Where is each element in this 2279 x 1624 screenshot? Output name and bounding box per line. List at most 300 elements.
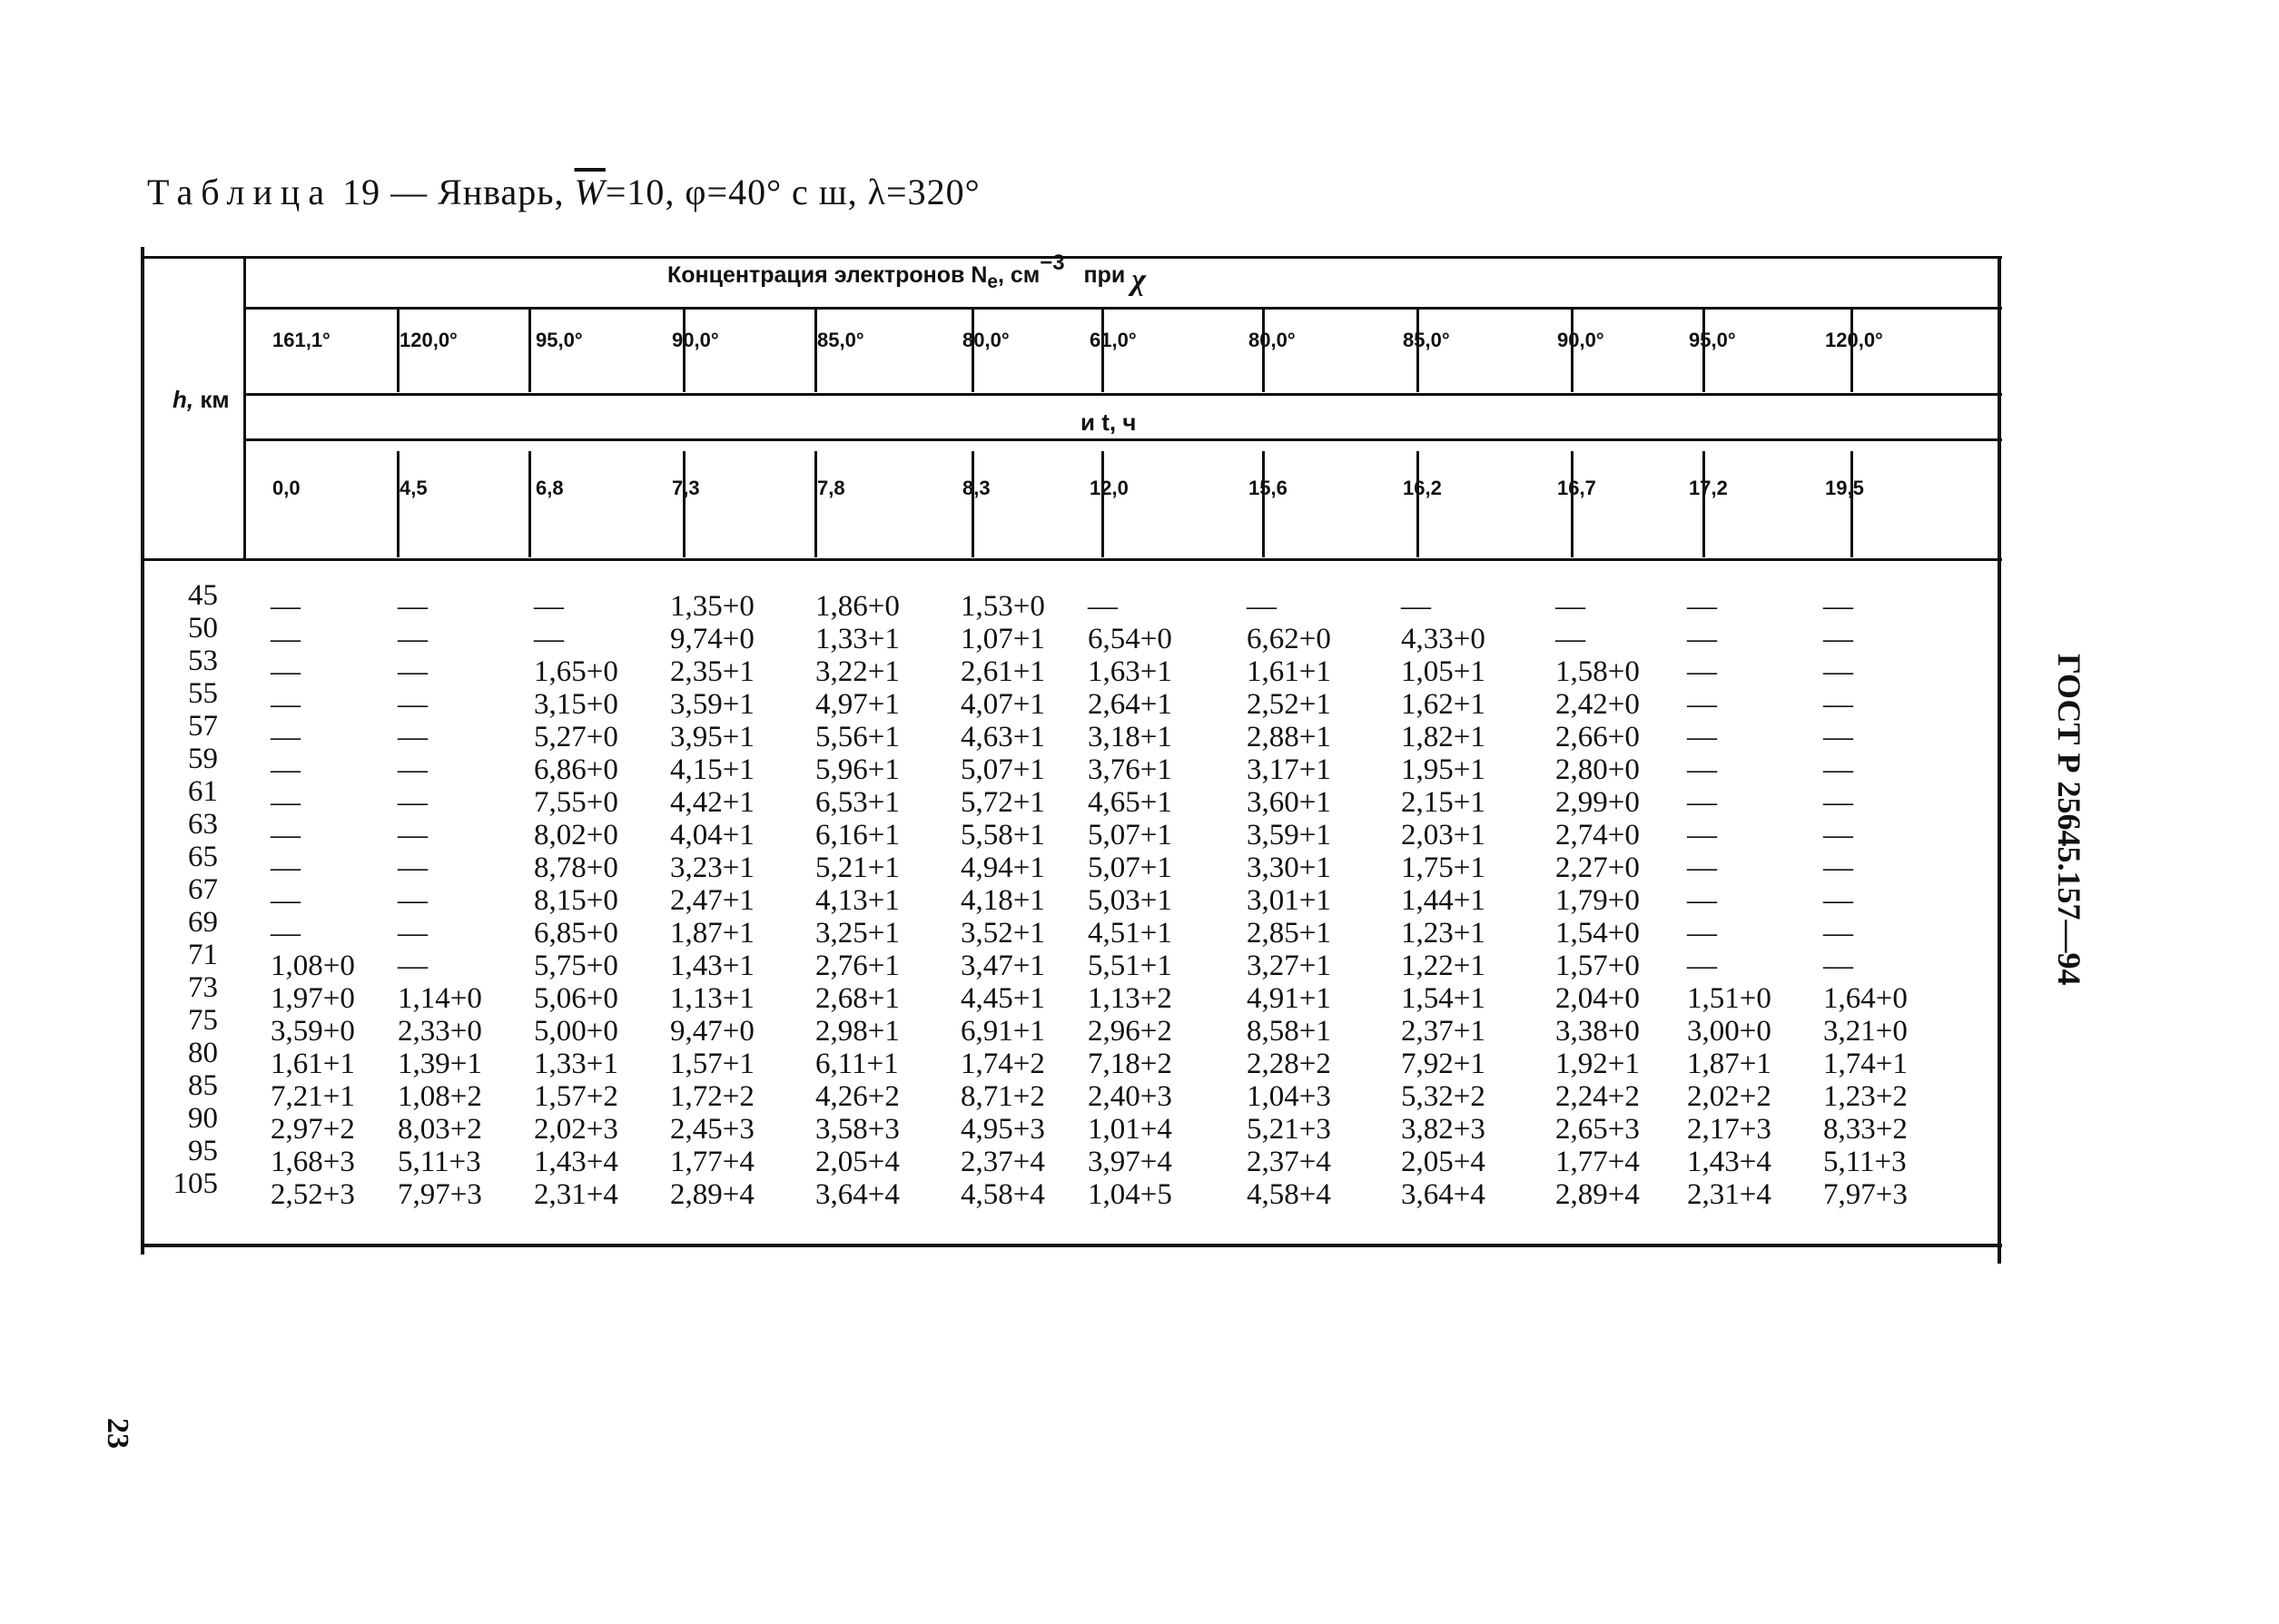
height-value: 67 <box>188 873 218 906</box>
height-value: 59 <box>188 743 218 775</box>
table-cell: — <box>398 721 428 753</box>
table-cell: 6,91+1 <box>961 1015 1045 1048</box>
table-cell: — <box>1088 590 1118 623</box>
table-cell: — <box>1687 917 1717 950</box>
table-cell: 3,27+1 <box>1247 950 1331 982</box>
time-value: 6,8 <box>536 477 564 499</box>
table-cell: 3,01+1 <box>1247 884 1331 917</box>
table-cell: 2,35+1 <box>670 655 755 688</box>
table-cell: 2,89+4 <box>670 1178 755 1211</box>
height-value: 53 <box>188 645 218 677</box>
table-cell: 5,58+1 <box>961 819 1045 851</box>
table-cell: — <box>1687 623 1717 655</box>
table-cell: 6,53+1 <box>815 786 900 819</box>
table-right-border <box>1998 256 2001 1264</box>
table-cell: — <box>271 884 301 917</box>
data-column <box>1555 590 1640 1211</box>
table-cell: 1,04+5 <box>1088 1178 1172 1211</box>
header-divider-3 <box>245 438 2002 441</box>
table-cell: — <box>1823 688 1853 721</box>
table-cell: — <box>1823 753 1853 786</box>
table-cell: 9,74+0 <box>670 623 755 655</box>
table-cell: 2,15+1 <box>1401 786 1485 819</box>
h-column-divider <box>243 256 246 560</box>
table-cell: 2,76+1 <box>815 950 900 982</box>
table-cell: 2,02+3 <box>534 1113 618 1146</box>
table-cell: 3,97+4 <box>1088 1146 1172 1178</box>
time-value: 16,7 <box>1557 477 1596 499</box>
data-column <box>1247 590 1331 1211</box>
table-cell: 3,23+1 <box>670 851 755 884</box>
data-column <box>1823 590 1908 1211</box>
table-cell: 5,51+1 <box>1088 950 1172 982</box>
table-cell: 4,97+1 <box>815 688 900 721</box>
table-cell: 7,92+1 <box>1401 1048 1485 1080</box>
table-cell: — <box>1823 655 1853 688</box>
table-cell: 2,05+4 <box>815 1146 900 1178</box>
table-cell: — <box>271 753 301 786</box>
table-cell: 3,15+0 <box>534 688 618 721</box>
table-cell: 2,52+3 <box>271 1178 355 1211</box>
height-value: 71 <box>188 939 218 971</box>
height-value: 80 <box>188 1037 218 1069</box>
table-cell: — <box>534 590 564 623</box>
table-cell: — <box>1687 851 1717 884</box>
table-cell: — <box>1687 819 1717 851</box>
table-cell: 1,43+1 <box>670 950 755 982</box>
table-cell: 2,66+0 <box>1555 721 1640 753</box>
table-cell: 3,82+3 <box>1401 1113 1485 1146</box>
table-cell: — <box>398 819 428 851</box>
table-cell: 2,42+0 <box>1555 688 1640 721</box>
table-cell: 1,65+0 <box>534 655 618 688</box>
table-cell: — <box>1401 590 1431 623</box>
table-cell: 5,06+0 <box>534 982 618 1015</box>
table-cell: 2,64+1 <box>1088 688 1172 721</box>
time-cell-divider <box>1850 451 1853 557</box>
time-cell-divider <box>1702 451 1705 557</box>
table-cell: 1,57+2 <box>534 1080 618 1113</box>
table-cell: 4,33+0 <box>1401 623 1485 655</box>
table-cell: 1,57+0 <box>1555 950 1640 982</box>
table-cell: 5,96+1 <box>815 753 900 786</box>
table-cell: 1,08+2 <box>398 1080 482 1113</box>
table-cell: 7,18+2 <box>1088 1048 1172 1080</box>
chi-value: 85,0° <box>817 329 864 351</box>
chi-value: 95,0° <box>1689 329 1736 351</box>
time-cell-divider <box>814 451 817 557</box>
data-column <box>1088 590 1172 1211</box>
table-cell: 1,54+0 <box>1555 917 1640 950</box>
table-cell: — <box>1823 884 1853 917</box>
height-value: 63 <box>188 808 218 841</box>
height-value: 90 <box>188 1102 218 1135</box>
table-cell: 5,07+1 <box>1088 851 1172 884</box>
table-cell: — <box>398 753 428 786</box>
table-cell: 3,60+1 <box>1247 786 1331 819</box>
time-value: 8,3 <box>962 477 991 499</box>
table-cell: 1,75+1 <box>1401 851 1485 884</box>
table-cell: — <box>271 819 301 851</box>
height-value: 73 <box>188 971 218 1004</box>
page-number: 23 <box>101 1418 134 1449</box>
table-cell: — <box>398 655 428 688</box>
table-cell: 2,88+1 <box>1247 721 1331 753</box>
table-cell: 1,51+0 <box>1687 982 1771 1015</box>
table-cell: 1,61+1 <box>1247 655 1331 688</box>
height-value: 45 <box>188 579 218 612</box>
table-cell: — <box>271 721 301 753</box>
time-cell-divider <box>1262 451 1265 557</box>
table-cell: 1,39+1 <box>398 1048 482 1080</box>
table-cell: 2,05+4 <box>1401 1146 1485 1178</box>
table-cell: 1,61+1 <box>271 1048 355 1080</box>
table-cell: — <box>398 688 428 721</box>
time-cell-divider <box>1416 451 1419 557</box>
table-cell: 1,54+1 <box>1401 982 1485 1015</box>
time-value: 7,3 <box>672 477 700 499</box>
table-cell: 1,23+1 <box>1401 917 1485 950</box>
table-cell: — <box>534 623 564 655</box>
table-cell: 1,43+4 <box>534 1146 618 1178</box>
table-cell: — <box>271 851 301 884</box>
caption-w-symbol: $\overline{W}$ <box>574 172 606 212</box>
table-cell: — <box>271 623 301 655</box>
time-value: 17,2 <box>1689 477 1728 499</box>
table-cell: — <box>271 590 301 623</box>
height-value: 57 <box>188 710 218 743</box>
table-cell: — <box>398 884 428 917</box>
table-cell: — <box>1687 753 1717 786</box>
table-cell: 1,77+4 <box>670 1146 755 1178</box>
table-cell: 4,18+1 <box>961 884 1045 917</box>
table-cell: 1,53+0 <box>961 590 1045 623</box>
table-cell: 3,21+0 <box>1823 1015 1908 1048</box>
table-cell: 6,86+0 <box>534 753 618 786</box>
unit-exponent: −3 <box>1040 251 1065 275</box>
chi-value: 95,0° <box>536 329 583 351</box>
height-value: 105 <box>173 1167 218 1200</box>
table-cell: — <box>1823 590 1853 623</box>
table-cell: 3,30+1 <box>1247 851 1331 884</box>
time-value: 7,8 <box>817 477 845 499</box>
table-cell: 6,62+0 <box>1247 623 1331 655</box>
table-cell: 1,68+3 <box>271 1146 355 1178</box>
chi-value: 90,0° <box>1557 329 1604 351</box>
table-cell: — <box>398 590 428 623</box>
table-cell: 1,97+0 <box>271 982 355 1015</box>
table-cell: — <box>271 655 301 688</box>
height-value: 85 <box>188 1069 218 1102</box>
table-cell: 1,43+4 <box>1687 1146 1771 1178</box>
table-cell: 3,76+1 <box>1088 753 1172 786</box>
table-cell: — <box>1687 786 1717 819</box>
caption-params: =10, φ=40° с ш, λ=320° <box>605 172 981 212</box>
table-cell: 2,31+4 <box>1687 1178 1771 1211</box>
data-column <box>398 590 482 1211</box>
time-cell-divider <box>1571 451 1574 557</box>
time-cell-divider <box>397 451 400 557</box>
table-cell: 1,05+1 <box>1401 655 1485 688</box>
table-cell: 5,32+2 <box>1401 1080 1485 1113</box>
height-value: 69 <box>188 906 218 939</box>
table-cell: 3,59+1 <box>1247 819 1331 851</box>
table-cell: 4,95+3 <box>961 1113 1045 1146</box>
table-cell: 3,47+1 <box>961 950 1045 982</box>
table-cell: 1,72+2 <box>670 1080 755 1113</box>
table-cell: 1,63+1 <box>1088 655 1172 688</box>
table-cell: 3,22+1 <box>815 655 900 688</box>
table-cell: 6,16+1 <box>815 819 900 851</box>
table-cell: 2,37+4 <box>961 1146 1045 1178</box>
caption-month: — Январь, <box>380 172 575 212</box>
header-bottom-border <box>141 558 2002 561</box>
time-cell-divider <box>972 451 974 557</box>
table-cell: — <box>1823 851 1853 884</box>
table-cell: 2,27+0 <box>1555 851 1640 884</box>
table-cell: 2,68+1 <box>815 982 900 1015</box>
chi-value: 85,0° <box>1403 329 1450 351</box>
header-divider-1 <box>245 307 2002 310</box>
table-cell: 2,61+1 <box>961 655 1045 688</box>
table-cell: 3,64+4 <box>1401 1178 1485 1211</box>
table-cell: 6,54+0 <box>1088 623 1172 655</box>
caption-prefix: Таблица <box>147 172 333 212</box>
height-value: 75 <box>188 1004 218 1037</box>
table-cell: 8,03+2 <box>398 1113 482 1146</box>
table-cell: 5,56+1 <box>815 721 900 753</box>
concentration-label: Концентрация электронов N <box>667 262 988 288</box>
table-cell: 1,13+2 <box>1088 982 1172 1015</box>
data-column <box>670 590 755 1211</box>
table-cell: 1,22+1 <box>1401 950 1485 982</box>
height-value: 61 <box>188 775 218 808</box>
table-cell: 2,03+1 <box>1401 819 1485 851</box>
table-cell: — <box>1247 590 1277 623</box>
table-cell: 3,25+1 <box>815 917 900 950</box>
chi-value: 120,0° <box>1825 329 1883 351</box>
height-header <box>173 386 230 414</box>
table-cell: 1,87+1 <box>1687 1048 1771 1080</box>
height-value: 95 <box>188 1135 218 1167</box>
table-cell: 5,00+0 <box>534 1015 618 1048</box>
table-cell: 2,99+0 <box>1555 786 1640 819</box>
ne-subscript: e <box>987 271 998 292</box>
table-cell: 1,74+2 <box>961 1048 1045 1080</box>
table-cell: 5,07+1 <box>961 753 1045 786</box>
table-cell: 2,24+2 <box>1555 1080 1640 1113</box>
table-cell: 8,58+1 <box>1247 1015 1331 1048</box>
chi-value: 90,0° <box>672 329 719 351</box>
height-value: 50 <box>188 612 218 645</box>
table-cell: 4,42+1 <box>670 786 755 819</box>
data-column <box>815 590 900 1211</box>
table-cell: 1,64+0 <box>1823 982 1908 1015</box>
gost-side-label: ГОСТ Р 25645.157—94 <box>2051 654 2087 986</box>
table-cell: 1,44+1 <box>1401 884 1485 917</box>
table-cell: 2,28+2 <box>1247 1048 1331 1080</box>
table-cell: — <box>1555 623 1585 655</box>
table-cell: 3,00+0 <box>1687 1015 1771 1048</box>
data-column <box>1401 590 1485 1211</box>
table-cell: 2,04+0 <box>1555 982 1640 1015</box>
time-value: 16,2 <box>1403 477 1442 499</box>
table-cell: 3,64+4 <box>815 1178 900 1211</box>
table-cell: — <box>398 851 428 884</box>
table-cell: 2,47+1 <box>670 884 755 917</box>
height-value: 65 <box>188 841 218 873</box>
height-label: h, <box>173 386 194 413</box>
table-cell: 6,85+0 <box>534 917 618 950</box>
table-cell: 2,02+2 <box>1687 1080 1771 1113</box>
time-cell-divider <box>528 451 531 557</box>
table-cell: 1,62+1 <box>1401 688 1485 721</box>
table-cell: 8,33+2 <box>1823 1113 1908 1146</box>
table-cell: — <box>1823 819 1853 851</box>
time-value: 4,5 <box>400 477 428 499</box>
time-cell-divider <box>683 451 686 557</box>
table-cell: — <box>1687 950 1717 982</box>
table-cell: 8,15+0 <box>534 884 618 917</box>
table-cell: 2,85+1 <box>1247 917 1331 950</box>
table-cell: 5,07+1 <box>1088 819 1172 851</box>
table-cell: 1,07+1 <box>961 623 1045 655</box>
chi-value: 161,1° <box>272 329 331 351</box>
table-cell: 3,59+1 <box>670 688 755 721</box>
table-cell: 4,63+1 <box>961 721 1045 753</box>
pri-label: при <box>1083 262 1126 288</box>
time-value: 12,0 <box>1090 477 1129 499</box>
table-cell: 4,58+4 <box>1247 1178 1331 1211</box>
table-cell: 8,78+0 <box>534 851 618 884</box>
table-cell: 4,13+1 <box>815 884 900 917</box>
table-cell: 5,75+0 <box>534 950 618 982</box>
table-cell: 2,74+0 <box>1555 819 1640 851</box>
table-cell: 3,95+1 <box>670 721 755 753</box>
table-cell: — <box>398 950 428 982</box>
table-cell: — <box>1823 786 1853 819</box>
table-cell: 8,71+2 <box>961 1080 1045 1113</box>
table-cell: — <box>1823 721 1853 753</box>
table-cell: 2,17+3 <box>1687 1113 1771 1146</box>
chi-value: 61,0° <box>1090 329 1137 351</box>
table-caption <box>147 171 981 213</box>
table-cell: — <box>398 917 428 950</box>
table-cell: 4,26+2 <box>815 1080 900 1113</box>
table-cell: 2,52+1 <box>1247 688 1331 721</box>
table-cell: 4,58+4 <box>961 1178 1045 1211</box>
table-cell: — <box>1823 623 1853 655</box>
table-cell: 5,72+1 <box>961 786 1045 819</box>
height-value: 55 <box>188 677 218 710</box>
table-cell: 3,17+1 <box>1247 753 1331 786</box>
table-cell: 1,08+0 <box>271 950 355 982</box>
table-cell: 7,55+0 <box>534 786 618 819</box>
table-cell: 3,52+1 <box>961 917 1045 950</box>
table-cell: — <box>1823 917 1853 950</box>
table-cell: — <box>1687 688 1717 721</box>
table-cell: 6,11+1 <box>815 1048 899 1080</box>
table-cell: 1,33+1 <box>534 1048 618 1080</box>
table-cell: 2,97+2 <box>271 1113 355 1146</box>
table-cell: — <box>1823 950 1853 982</box>
table-cell: 3,59+0 <box>271 1015 355 1048</box>
table-cell: 2,45+3 <box>670 1113 755 1146</box>
table-cell: 1,95+1 <box>1401 753 1485 786</box>
table-cell: 1,13+1 <box>670 982 755 1015</box>
table-cell: 5,27+0 <box>534 721 618 753</box>
table-cell: 2,80+0 <box>1555 753 1640 786</box>
table-cell: 5,11+3 <box>398 1146 481 1178</box>
time-value: 19,5 <box>1825 477 1864 499</box>
table-cell: — <box>398 786 428 819</box>
table-cell: 8,02+0 <box>534 819 618 851</box>
table-cell: 4,91+1 <box>1247 982 1331 1015</box>
height-column <box>127 579 218 1200</box>
table-cell: 7,97+3 <box>1823 1178 1908 1211</box>
table-cell: 2,40+3 <box>1088 1080 1172 1113</box>
table-cell: 9,47+0 <box>670 1015 755 1048</box>
data-column <box>961 590 1045 1211</box>
table-cell: 3,38+0 <box>1555 1015 1640 1048</box>
table-bottom-border <box>141 1244 2002 1247</box>
table-cell: 1,04+3 <box>1247 1080 1331 1113</box>
table-cell: 1,87+1 <box>670 917 755 950</box>
table-cell: 1,57+1 <box>670 1048 755 1080</box>
table-cell: 4,94+1 <box>961 851 1045 884</box>
table-cell: 1,74+1 <box>1823 1048 1908 1080</box>
table-cell: 1,92+1 <box>1555 1048 1640 1080</box>
table-cell: 5,11+3 <box>1823 1146 1907 1178</box>
table-cell: 2,98+1 <box>815 1015 900 1048</box>
table-cell: 2,65+3 <box>1555 1113 1640 1146</box>
table-cell: 4,07+1 <box>961 688 1045 721</box>
table-cell: — <box>1687 590 1717 623</box>
unit-cm: , см <box>997 262 1041 288</box>
header-divider-2 <box>245 393 2002 396</box>
table-cell: 5,21+3 <box>1247 1113 1331 1146</box>
table-cell: 4,45+1 <box>961 982 1045 1015</box>
time-header: и t, ч <box>1080 408 1137 436</box>
table-cell: 7,97+3 <box>398 1178 482 1211</box>
table-cell: 1,01+4 <box>1088 1113 1172 1146</box>
table-cell: 2,31+4 <box>534 1178 618 1211</box>
table-cell: — <box>271 688 301 721</box>
table-cell: 2,33+0 <box>398 1015 482 1048</box>
table-cell: 1,86+0 <box>815 590 900 623</box>
table-cell: — <box>1687 721 1717 753</box>
table-cell: 1,79+0 <box>1555 884 1640 917</box>
table-cell: 1,35+0 <box>670 590 755 623</box>
table-cell: 1,23+2 <box>1823 1080 1908 1113</box>
data-column <box>534 590 618 1211</box>
table-cell: 5,03+1 <box>1088 884 1172 917</box>
chi-value: 120,0° <box>400 329 458 351</box>
table-cell: — <box>1555 590 1585 623</box>
table-cell: 1,33+1 <box>815 623 900 655</box>
table-cell: 7,21+1 <box>271 1080 355 1113</box>
time-value: 15,6 <box>1248 477 1287 499</box>
chi-cell-divider <box>528 309 531 392</box>
table-cell: 2,37+1 <box>1401 1015 1485 1048</box>
table-cell: — <box>271 786 301 819</box>
concentration-header <box>667 251 1146 297</box>
chi-symbol: χ <box>1131 263 1146 297</box>
table-cell: — <box>271 917 301 950</box>
time-cell-divider <box>1101 451 1104 557</box>
table-cell: — <box>398 623 428 655</box>
caption-number: 19 <box>342 172 381 212</box>
